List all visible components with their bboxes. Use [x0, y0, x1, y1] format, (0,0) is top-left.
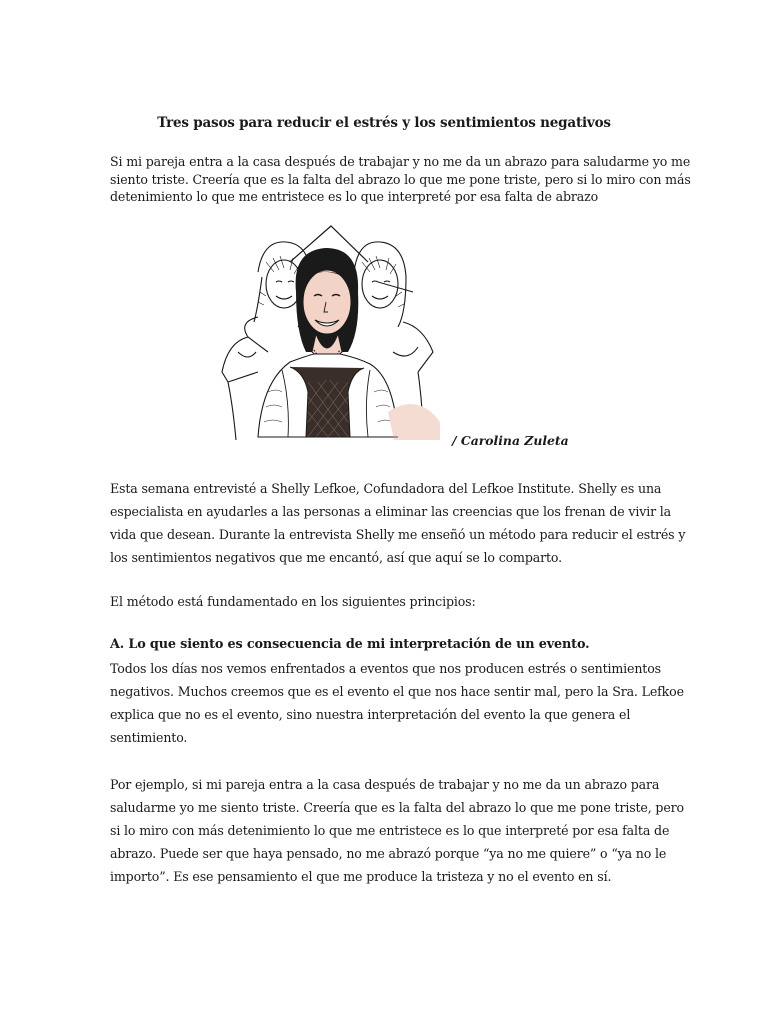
paragraph-line: explica que no es el evento, sino nuestra interpretación del evento la que genera el [110, 707, 631, 722]
intro-line: Si mi pareja entra a la casa después de trabajar y no me da un abrazo para saludarme yo me [110, 154, 691, 169]
paragraph-line: importo”. Es ese pensamiento el que me produce la tristeza y no el evento en sí. [110, 869, 612, 884]
paragraph-line: Esta semana entrevisté a Shelly Lefkoe, Cofundadora del Lefkoe Institute. Shelly es una [110, 481, 662, 496]
intro-line: detenimiento lo que me entristece es lo que interpreté por esa falta de abrazo [110, 189, 599, 204]
paragraph-line: sentimiento. [110, 730, 188, 745]
intro-paragraph [110, 153, 691, 206]
intro-line: siento triste. Creería que es la falta del abrazo lo que me pone triste, pero si lo miro con más [110, 171, 691, 187]
paragraph-line: Todos los días nos vemos enfrentados a eventos que nos producen estrés o sentimientos [110, 661, 661, 676]
image-credit: / Carolina Zuleta [452, 433, 569, 448]
paragraph-line: saludarme yo me siento triste. Creería que es la falta del abrazo lo que me pone triste, pero [110, 800, 684, 815]
paragraph [110, 477, 686, 569]
document-title: Tres pasos para reducir el estrés y los sentimientos negativos [157, 115, 611, 131]
paragraph-line: abrazo. Puede ser que haya pensado, no me abrazó porque “ya no me quiere” o “ya no le [110, 846, 667, 861]
paragraph-line: especialista en ayudarles a las personas a eliminar las creencias que los frenan de vivir la [110, 504, 672, 519]
paragraph-line: si lo miro con más detenimiento lo que me entristece es lo que interpreté por esa falta de [110, 823, 670, 838]
paragraph-line: los sentimientos negativos que me encantó, así que aquí se lo comparto. [110, 550, 562, 565]
paragraph-line: Por ejemplo, si mi pareja entra a la casa después de trabajar y no me da un abrazo para [110, 777, 660, 792]
paragraph [110, 657, 684, 749]
paragraph-line: El método está fundamentado en los siguientes principios: [110, 594, 476, 609]
section-heading: A. Lo que siento es consecuencia de mi interpretación de un evento. [110, 637, 590, 652]
paragraph-line: vida que desean. Durante la entrevista Shelly me enseñó un método para reducir el estrés y [110, 527, 686, 542]
paragraph [110, 773, 684, 888]
paragraph-line: negativos. Muchos creemos que es el evento el que nos hace sentir mal, pero la Sra. Lefkoe [110, 684, 684, 699]
paragraph [110, 590, 670, 613]
woman-illustration [218, 222, 444, 442]
